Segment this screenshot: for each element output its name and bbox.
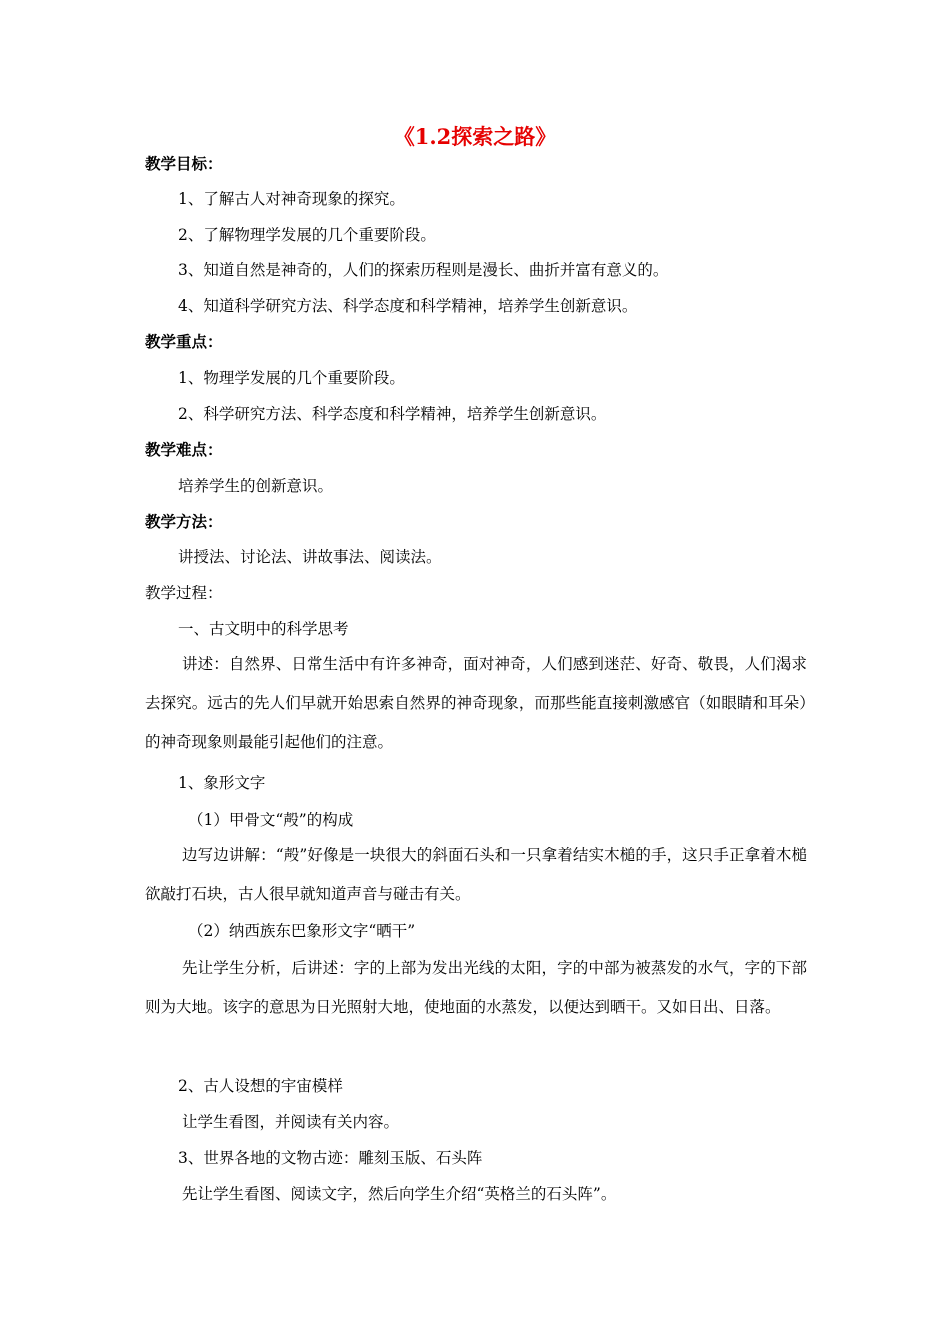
subsection-heading: 1、象形文字 (178, 774, 266, 792)
subsection-item-heading: （2）纳西族东巴象形文字“晒干” (188, 922, 416, 940)
subsection-heading: 2、古人设想的宇宙模样 (178, 1077, 343, 1095)
process-heading: 教学过程： (145, 584, 223, 602)
objective-item: 2、了解物理学发展的几个重要阶段。 (178, 226, 436, 244)
objective-item: 1、了解古人对神奇现象的探究。 (178, 190, 405, 208)
section-heading: 一、古文明中的科学思考 (178, 620, 349, 638)
paragraph: 先让学生分析，后讲述：字的上部为发出光线的太阳，字的中部为被蒸发的水气，字的下部则为大地。该字的意思为日光照射大地，使地面的水蒸发，以便达到晒干。又如日出、日落。 (145, 959, 807, 1016)
difficulty-heading: 教学难点： (145, 440, 223, 459)
document-title: 《1.2探索之路》 (393, 124, 557, 149)
subsection-heading: 3、世界各地的文物古迹：雕刻玉版、石头阵 (178, 1149, 483, 1167)
objective-item: 4、知道科学研究方法、科学态度和科学精神，培养学生创新意识。 (178, 297, 638, 315)
paragraph: 让学生看图，并阅读有关内容。 (182, 1113, 400, 1131)
key-point-item: 1、物理学发展的几个重要阶段。 (178, 369, 405, 387)
paragraph: 先让学生看图、阅读文字，然后向学生介绍“英格兰的石头阵”。 (182, 1185, 617, 1203)
objectives-heading: 教学目标： (145, 154, 223, 173)
key-points-heading: 教学重点： (145, 332, 223, 351)
narration-paragraph: 讲述：自然界、日常生活中有许多神奇，面对神奇，人们感到迷茫、好奇、敬畏，人们渴求去探究。远古的先人们早就开始思索自然界的神奇现象，而那些能直接刺激感官（如眼睛和耳朵）的神奇现象则最能引起他们的注意。 (145, 655, 807, 751)
objective-item: 3、知道自然是神奇的，人们的探索历程则是漫长、曲折并富有意义的。 (178, 261, 669, 279)
subsection-item-heading: （1）甲骨文“殸”的构成 (188, 811, 354, 829)
methods-heading: 教学方法： (145, 512, 223, 531)
key-point-item: 2、科学研究方法、科学态度和科学精神，培养学生创新意识。 (178, 405, 607, 423)
difficulty-text: 培养学生的创新意识。 (178, 477, 334, 495)
methods-text: 讲授法、讨论法、讲故事法、阅读法。 (178, 548, 442, 566)
paragraph: 边写边讲解：“殸”好像是一块很大的斜面石头和一只拿着结实木槌的手，这只手正拿着木槌欲敲打石块，古人很早就知道声音与碰击有关。 (145, 846, 807, 903)
